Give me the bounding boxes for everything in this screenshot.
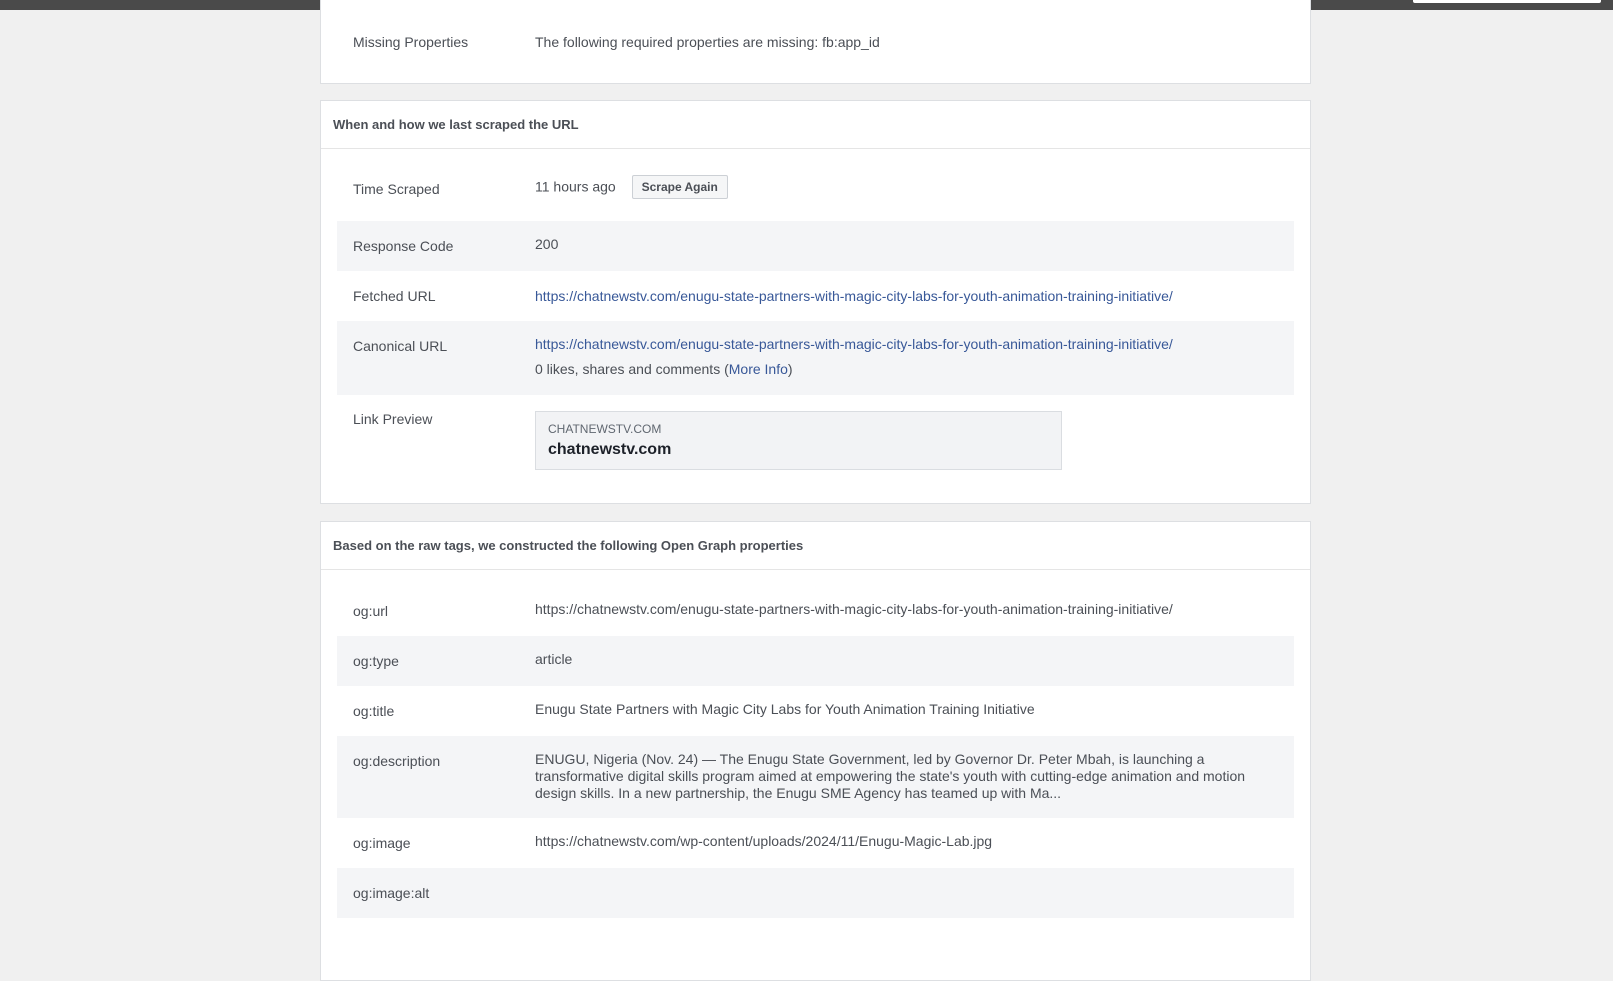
og-title-row bbox=[337, 686, 1294, 736]
response-code-label: Response Code bbox=[353, 238, 454, 254]
scrape-panel-header: When and how we last scraped the URL bbox=[321, 101, 1310, 149]
og-image-alt-row bbox=[337, 868, 1294, 918]
link-preview-label: Link Preview bbox=[353, 411, 433, 427]
missing-properties-label: Missing Properties bbox=[353, 34, 469, 50]
og-image-alt-label: og:image:alt bbox=[353, 885, 430, 901]
og-title-label: og:title bbox=[353, 703, 395, 719]
engagement-count bbox=[535, 361, 1274, 378]
missing-properties-value: The following required properties are missing: fb:app_id bbox=[535, 34, 880, 50]
og-image-alt-value bbox=[535, 883, 1294, 918]
fetched-url-link[interactable]: https://chatnewstv.com/enugu-state-partners-with-magic-city-labs-for-youth-animation-training-initiative/ bbox=[535, 288, 1173, 304]
og-type-value: article bbox=[535, 651, 573, 667]
fetched-url-label: Fetched URL bbox=[353, 288, 436, 304]
scrape-info-panel bbox=[320, 100, 1311, 504]
time-scraped-value: 11 hours ago bbox=[535, 178, 616, 195]
canonical-url-link[interactable]: https://chatnewstv.com/enugu-state-partners-with-magic-city-labs-for-youth-animation-training-initiative/ bbox=[535, 336, 1173, 352]
og-type-label: og:type bbox=[353, 653, 399, 669]
time-scraped-row bbox=[337, 165, 1294, 221]
og-title-value: Enugu State Partners with Magic City Labs for Youth Animation Training Initiative bbox=[535, 701, 1035, 717]
response-code-value: 200 bbox=[535, 236, 559, 252]
engagement-suffix: ) bbox=[787, 361, 793, 377]
og-url-label: og:url bbox=[353, 603, 389, 619]
engagement-text: 0 likes, shares and comments ( bbox=[535, 361, 729, 377]
og-type-row bbox=[337, 636, 1294, 686]
missing-properties-row bbox=[337, 16, 1294, 66]
open-graph-panel-header: Based on the raw tags, we constructed the following Open Graph properties bbox=[321, 522, 1310, 570]
canonical-url-row bbox=[337, 321, 1294, 395]
og-description-label: og:description bbox=[353, 753, 441, 769]
og-description-value: ENUGU, Nigeria (Nov. 24) — The Enugu State Government, led by Governor Dr. Peter Mbah, is launching a transformative digital skills program aimed at empowering the state's youth with cutting-edge animation and motion design skills. In a new partnership, the Enugu SME Agency has teamed up with Ma... bbox=[535, 751, 1246, 801]
link-preview-row bbox=[337, 395, 1294, 485]
fetched-url-row bbox=[337, 271, 1294, 321]
og-image-label: og:image bbox=[353, 835, 411, 851]
preview-domain: CHATNEWSTV.COM bbox=[548, 422, 662, 436]
search-input[interactable] bbox=[1413, 0, 1601, 3]
more-info-link[interactable]: More Info bbox=[728, 361, 788, 377]
time-scraped-label: Time Scraped bbox=[353, 181, 440, 197]
preview-title: chatnewstv.com bbox=[548, 441, 672, 458]
og-url-row bbox=[337, 586, 1294, 636]
og-image-value: https://chatnewstv.com/wp-content/uploads/2024/11/Enugu-Magic-Lab.jpg bbox=[535, 833, 993, 849]
canonical-url-label: Canonical URL bbox=[353, 338, 448, 354]
link-preview-card[interactable] bbox=[535, 411, 1062, 470]
missing-properties-panel bbox=[320, 0, 1311, 84]
response-code-row bbox=[337, 221, 1294, 271]
og-description-row bbox=[337, 736, 1294, 818]
og-image-row bbox=[337, 818, 1294, 868]
og-properties-list bbox=[321, 570, 1310, 934]
open-graph-panel bbox=[320, 521, 1311, 981]
og-url-value: https://chatnewstv.com/enugu-state-partners-with-magic-city-labs-for-youth-animation-training-initiative/ bbox=[535, 601, 1173, 617]
scrape-again-button[interactable]: Scrape Again bbox=[632, 175, 728, 199]
